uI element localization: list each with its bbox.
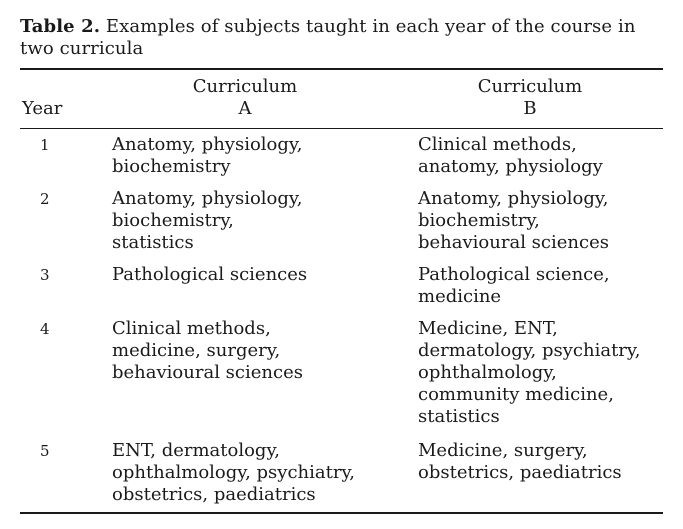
curriculum-a-cell	[112, 134, 402, 178]
cell-line: dermatology, psychiatry,	[418, 340, 641, 361]
cell-line: Pathological science,	[418, 264, 610, 285]
cell-line: Anatomy, physiology,	[418, 188, 609, 209]
curriculum-b-cell	[418, 318, 668, 428]
cell-line: Medicine, surgery,	[418, 440, 588, 461]
curriculum-b-cell	[418, 134, 668, 178]
cell-line: ENT, dermatology,	[112, 440, 280, 461]
cell-line: Anatomy, physiology,	[112, 134, 303, 155]
table-caption	[20, 16, 665, 60]
cell-line: biochemistry,	[112, 210, 234, 231]
cell-line: community medicine,	[418, 384, 614, 405]
curriculum-a-cell	[112, 188, 402, 254]
cell-line: statistics	[112, 232, 194, 253]
curriculum-a-cell	[112, 440, 402, 506]
cell-line: Clinical methods,	[418, 134, 577, 155]
table-label: Table 2.	[20, 16, 101, 37]
header-curriculum-b-line-2: B	[523, 98, 537, 119]
header-curriculum-a-line-2: A	[238, 98, 252, 119]
header-curriculum-b	[470, 76, 590, 120]
cell-line: medicine	[418, 286, 502, 307]
cell-line: behavioural sciences	[418, 232, 609, 253]
cell-line: biochemistry	[112, 156, 231, 177]
year-cell: 1	[40, 136, 50, 154]
cell-line: behavioural sciences	[112, 362, 303, 383]
cell-line: statistics	[418, 406, 500, 427]
header-curriculum-b-line-1: Curriculum	[477, 76, 583, 97]
curriculum-b-cell	[418, 440, 668, 484]
year-cell: 4	[40, 320, 50, 338]
cell-line: Clinical methods,	[112, 318, 271, 339]
cell-line: ophthalmology,	[418, 362, 557, 383]
cell-line: obstetrics, paediatrics	[418, 462, 622, 483]
year-cell: 2	[40, 190, 50, 208]
cell-line: biochemistry,	[418, 210, 540, 231]
bottom-rule	[20, 512, 663, 514]
header-curriculum-a	[185, 76, 305, 120]
header-year: Year	[22, 98, 63, 119]
cell-line: medicine, surgery,	[112, 340, 281, 361]
cell-line: ophthalmology, psychiatry,	[112, 462, 355, 483]
top-rule	[20, 68, 663, 70]
header-curriculum-a-line-1: Curriculum	[192, 76, 298, 97]
cell-line: anatomy, physiology	[418, 156, 603, 177]
curriculum-b-cell	[418, 264, 668, 308]
cell-line: Pathological sciences	[112, 264, 308, 285]
header-rule	[20, 128, 663, 129]
curriculum-a-cell	[112, 264, 402, 286]
year-cell: 3	[40, 266, 50, 284]
year-cell: 5	[40, 442, 50, 460]
caption-text: Examples of subjects taught in each year of the course in two curricula	[20, 16, 636, 59]
cell-line: obstetrics, paediatrics	[112, 484, 316, 505]
curriculum-b-cell	[418, 188, 668, 254]
curriculum-a-cell	[112, 318, 402, 384]
cell-line: Anatomy, physiology,	[112, 188, 303, 209]
cell-line: Medicine, ENT,	[418, 318, 558, 339]
